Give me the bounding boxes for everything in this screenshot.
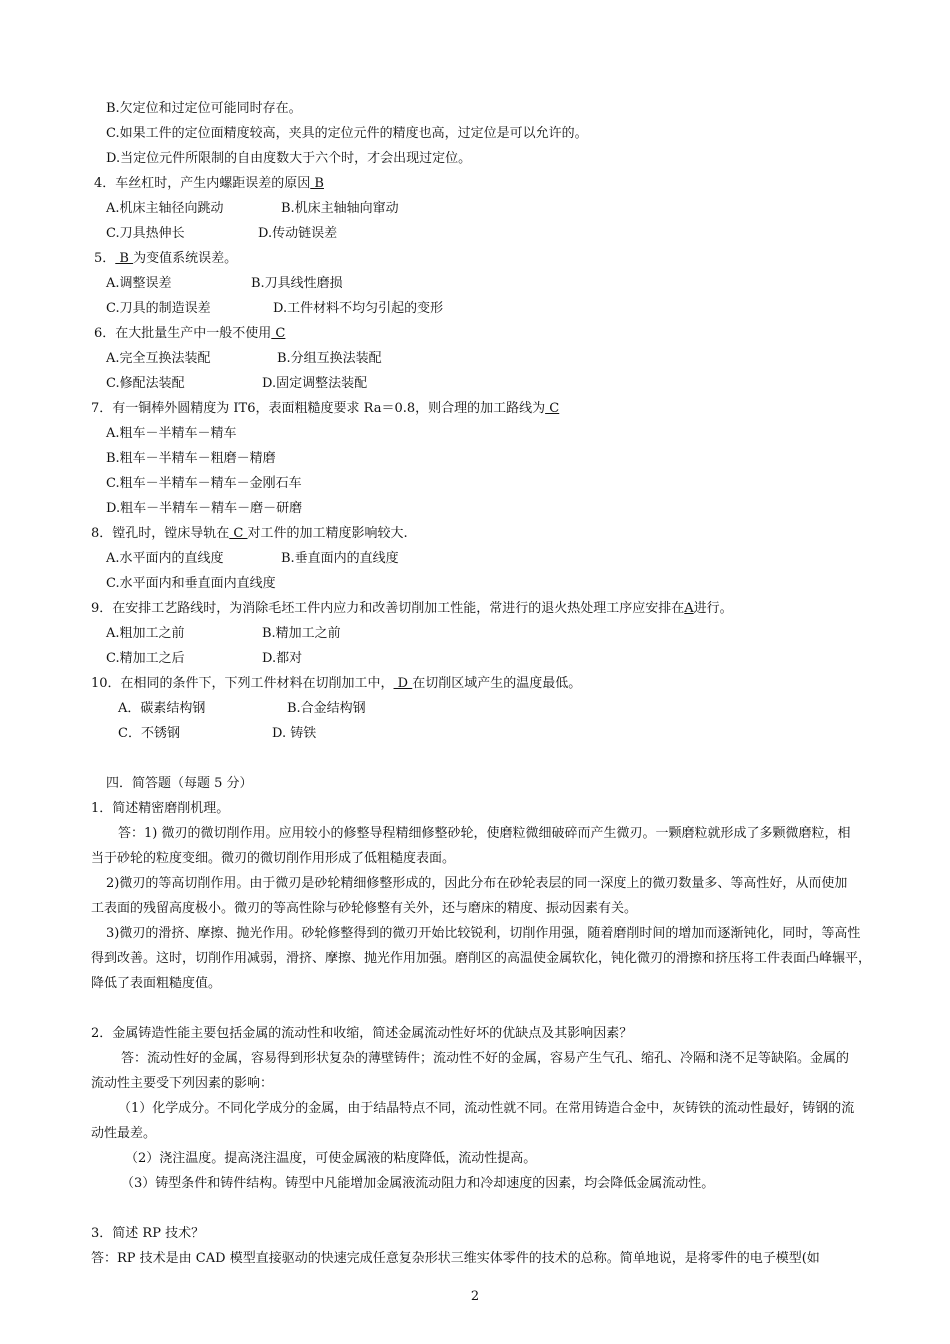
options-row — [0, 196, 950, 221]
answer-paragraph: 答：流动性好的金属，容易得到形状复杂的薄壁铸件；流动性不好的金属，容易产生气孔、缩孔、冷隔和浇不足等缺陷。金属的 流动性主要受下列因素的影响： — [91, 1051, 850, 1091]
question-8 — [0, 521, 950, 546]
question-number: 5． — [94, 251, 116, 266]
options-row — [0, 271, 950, 296]
question-stem: 7．有一铜棒外圆精度为 IT6，表面粗糙度要求 Ra＝0.8，则合理的加工路线为 — [91, 401, 546, 416]
option-line: D.当定位元件所限制的自由度数大于六个时，才会出现过定位。 — [106, 151, 472, 166]
options-row — [0, 721, 950, 746]
options-row — [0, 221, 950, 246]
question-7 — [0, 396, 950, 421]
option-b: B.分组互换法装配 — [277, 351, 382, 366]
option-b: B.合金结构钢 — [287, 701, 366, 716]
spacer — [0, 746, 950, 771]
option-a: A．碳素结构钢 — [118, 701, 206, 716]
option-line: C.如果工件的定位面精度较高，夹具的定位元件的精度也高，过定位是可以允许的。 — [106, 126, 588, 141]
option-b: B.垂直面内的直线度 — [281, 551, 399, 566]
option-line — [0, 571, 950, 596]
answer-paragraph: 3)微刃的滑挤、摩擦、抛光作用。砂轮修整得到的微刃开始比较锐利，切削作用强，随着磨削时间的增加而逐渐钝化，同时，等高性 得到改善。这时，切削作用减弱，滑挤、摩擦、抛光作用加强。磨削区的高温使金属软化，钝化微刃的滑擦和挤压将工件表面凸峰辗平， 降低了表面粗糙度值。 — [91, 926, 872, 991]
option-a: A.机床主轴径向跳动 — [106, 201, 224, 216]
option-c: C.刀具热伸长 — [106, 226, 185, 241]
question-9 — [0, 596, 950, 621]
answer-line: 答：RP 技术是由 CAD 模型直接驱动的快速完成任意复杂形状三维实体零件的技术的总称。简单地说，是将零件的电子模型(如 — [91, 1251, 820, 1266]
answer-blank: C — [229, 526, 248, 541]
option-line — [0, 471, 950, 496]
question-tail: 进行。 — [693, 601, 733, 616]
question-10 — [0, 671, 950, 696]
question-stem: 9．在安排工艺路线时，为消除毛坯工件内应力和改善切削加工性能，常进行的退火热处理工序应安排在 — [91, 601, 685, 616]
options-row — [0, 371, 950, 396]
section-heading: 四．简答题（每题 5 分） — [106, 776, 253, 791]
option-c: C.修配法装配 — [106, 376, 185, 391]
document-body — [0, 96, 950, 1271]
option-c: C.刀具的制造误差 — [106, 301, 211, 316]
option-a: A.粗加工之前 — [106, 626, 185, 641]
spacer — [0, 1196, 950, 1221]
option-c: C．不锈钢 — [118, 726, 180, 741]
option-line — [0, 421, 950, 446]
question-tail: 在切削区域产生的温度最低。 — [412, 676, 582, 691]
option-a: A.水平面内的直线度 — [106, 551, 224, 566]
option-b: B.粗车－半精车－粗磨－精磨 — [106, 451, 276, 466]
answer-blank: D — [393, 676, 413, 691]
options-row — [0, 546, 950, 571]
answer-blank: C — [271, 326, 286, 341]
answer-paragraph: 2)微刃的等高切削作用。由于微刃是砂轮精细修整形成的，因此分布在砂轮表层的同一深度上的微刃数量多、等高性好，从而使加 工表面的残留高度极小。微刃的等高性除与砂轮修整有关外，还与磨床的精度、振动因素有关。 — [91, 876, 848, 916]
option-b: B.精加工之前 — [262, 626, 341, 641]
short-question-1: 1．简述精密磨削机理。 — [91, 801, 230, 816]
option-d: D.都对 — [262, 651, 303, 666]
answer-blank: A — [684, 601, 694, 616]
option-b: B.刀具线性磨损 — [251, 276, 343, 291]
spacer — [0, 996, 950, 1021]
question-6 — [0, 321, 950, 346]
answer-paragraph: （1）化学成分。不同化学成分的金属，由于结晶特点不同，流动性就不同。在常用铸造合金中，灰铸铁的流动性最好，铸钢的流 动性最差。 — [91, 1101, 855, 1141]
question-4 — [0, 171, 950, 196]
options-row — [0, 346, 950, 371]
short-question-2: 2．金属铸造性能主要包括金属的流动性和收缩，简述金属流动性好坏的优缺点及其影响因素？ — [91, 1026, 633, 1041]
question-5 — [0, 246, 950, 271]
option-d: D.传动链误差 — [258, 226, 338, 241]
page-number: 2 — [470, 1289, 480, 1304]
question-stem: 为变值系统误差。 — [133, 251, 238, 266]
option-b: B.机床主轴轴向窜动 — [281, 201, 399, 216]
answer-line: （2）浇注温度。提高浇注温度，可使金属液的粘度降低，流动性提高。 — [125, 1151, 537, 1166]
options-row — [0, 646, 950, 671]
option-a: A.调整误差 — [106, 276, 172, 291]
answer-blank: B — [115, 251, 134, 266]
option-a: A.完全互换法装配 — [106, 351, 211, 366]
answer-line: （3）铸型条件和铸件结构。铸型中凡能增加金属液流动阻力和冷却速度的因素，均会降低金属流动性。 — [121, 1176, 715, 1191]
options-row — [0, 621, 950, 646]
answer-blank: C — [545, 401, 560, 416]
question-stem: 10．在相同的条件下，下列工件材料在切削加工中， — [91, 676, 394, 691]
option-d: D. 铸铁 — [272, 726, 317, 741]
answer-blank: B — [310, 176, 324, 191]
question-stem: 4．车丝杠时，产生内螺距误差的原因 — [94, 176, 311, 191]
option-line — [0, 496, 950, 521]
option-d: D.粗车－半精车－精车－磨－研磨 — [106, 501, 303, 516]
options-row — [0, 296, 950, 321]
option-c: C.水平面内和垂直面内直线度 — [106, 576, 276, 591]
answer-paragraph: 答：1) 微刃的微切削作用。应用较小的修整导程精细修整砂轮，使磨粒微细破碎而产生微刃。一颗磨粒就形成了多颗微磨粒，相 当于砂轮的粒度变细。微刃的微切削作用形成了低粗糙度表面。 — [91, 826, 851, 866]
option-c: C.粗车－半精车－精车－金刚石车 — [106, 476, 302, 491]
option-d: D.固定调整法装配 — [262, 376, 368, 391]
option-line: B.欠定位和过定位可能同时存在。 — [106, 101, 302, 116]
question-stem: 6．在大批量生产中一般不使用 — [94, 326, 272, 341]
option-line — [0, 446, 950, 471]
options-row — [0, 696, 950, 721]
question-tail: 对工件的加工精度影响较大. — [247, 526, 408, 541]
option-d: D.工件材料不均匀引起的变形 — [273, 301, 444, 316]
short-question-3: 3．简述 RP 技术？ — [91, 1226, 205, 1241]
option-c: C.精加工之后 — [106, 651, 185, 666]
question-stem: 8．镗孔时，镗床导轨在 — [91, 526, 230, 541]
option-a: A.粗车－半精车－精车 — [106, 426, 237, 441]
